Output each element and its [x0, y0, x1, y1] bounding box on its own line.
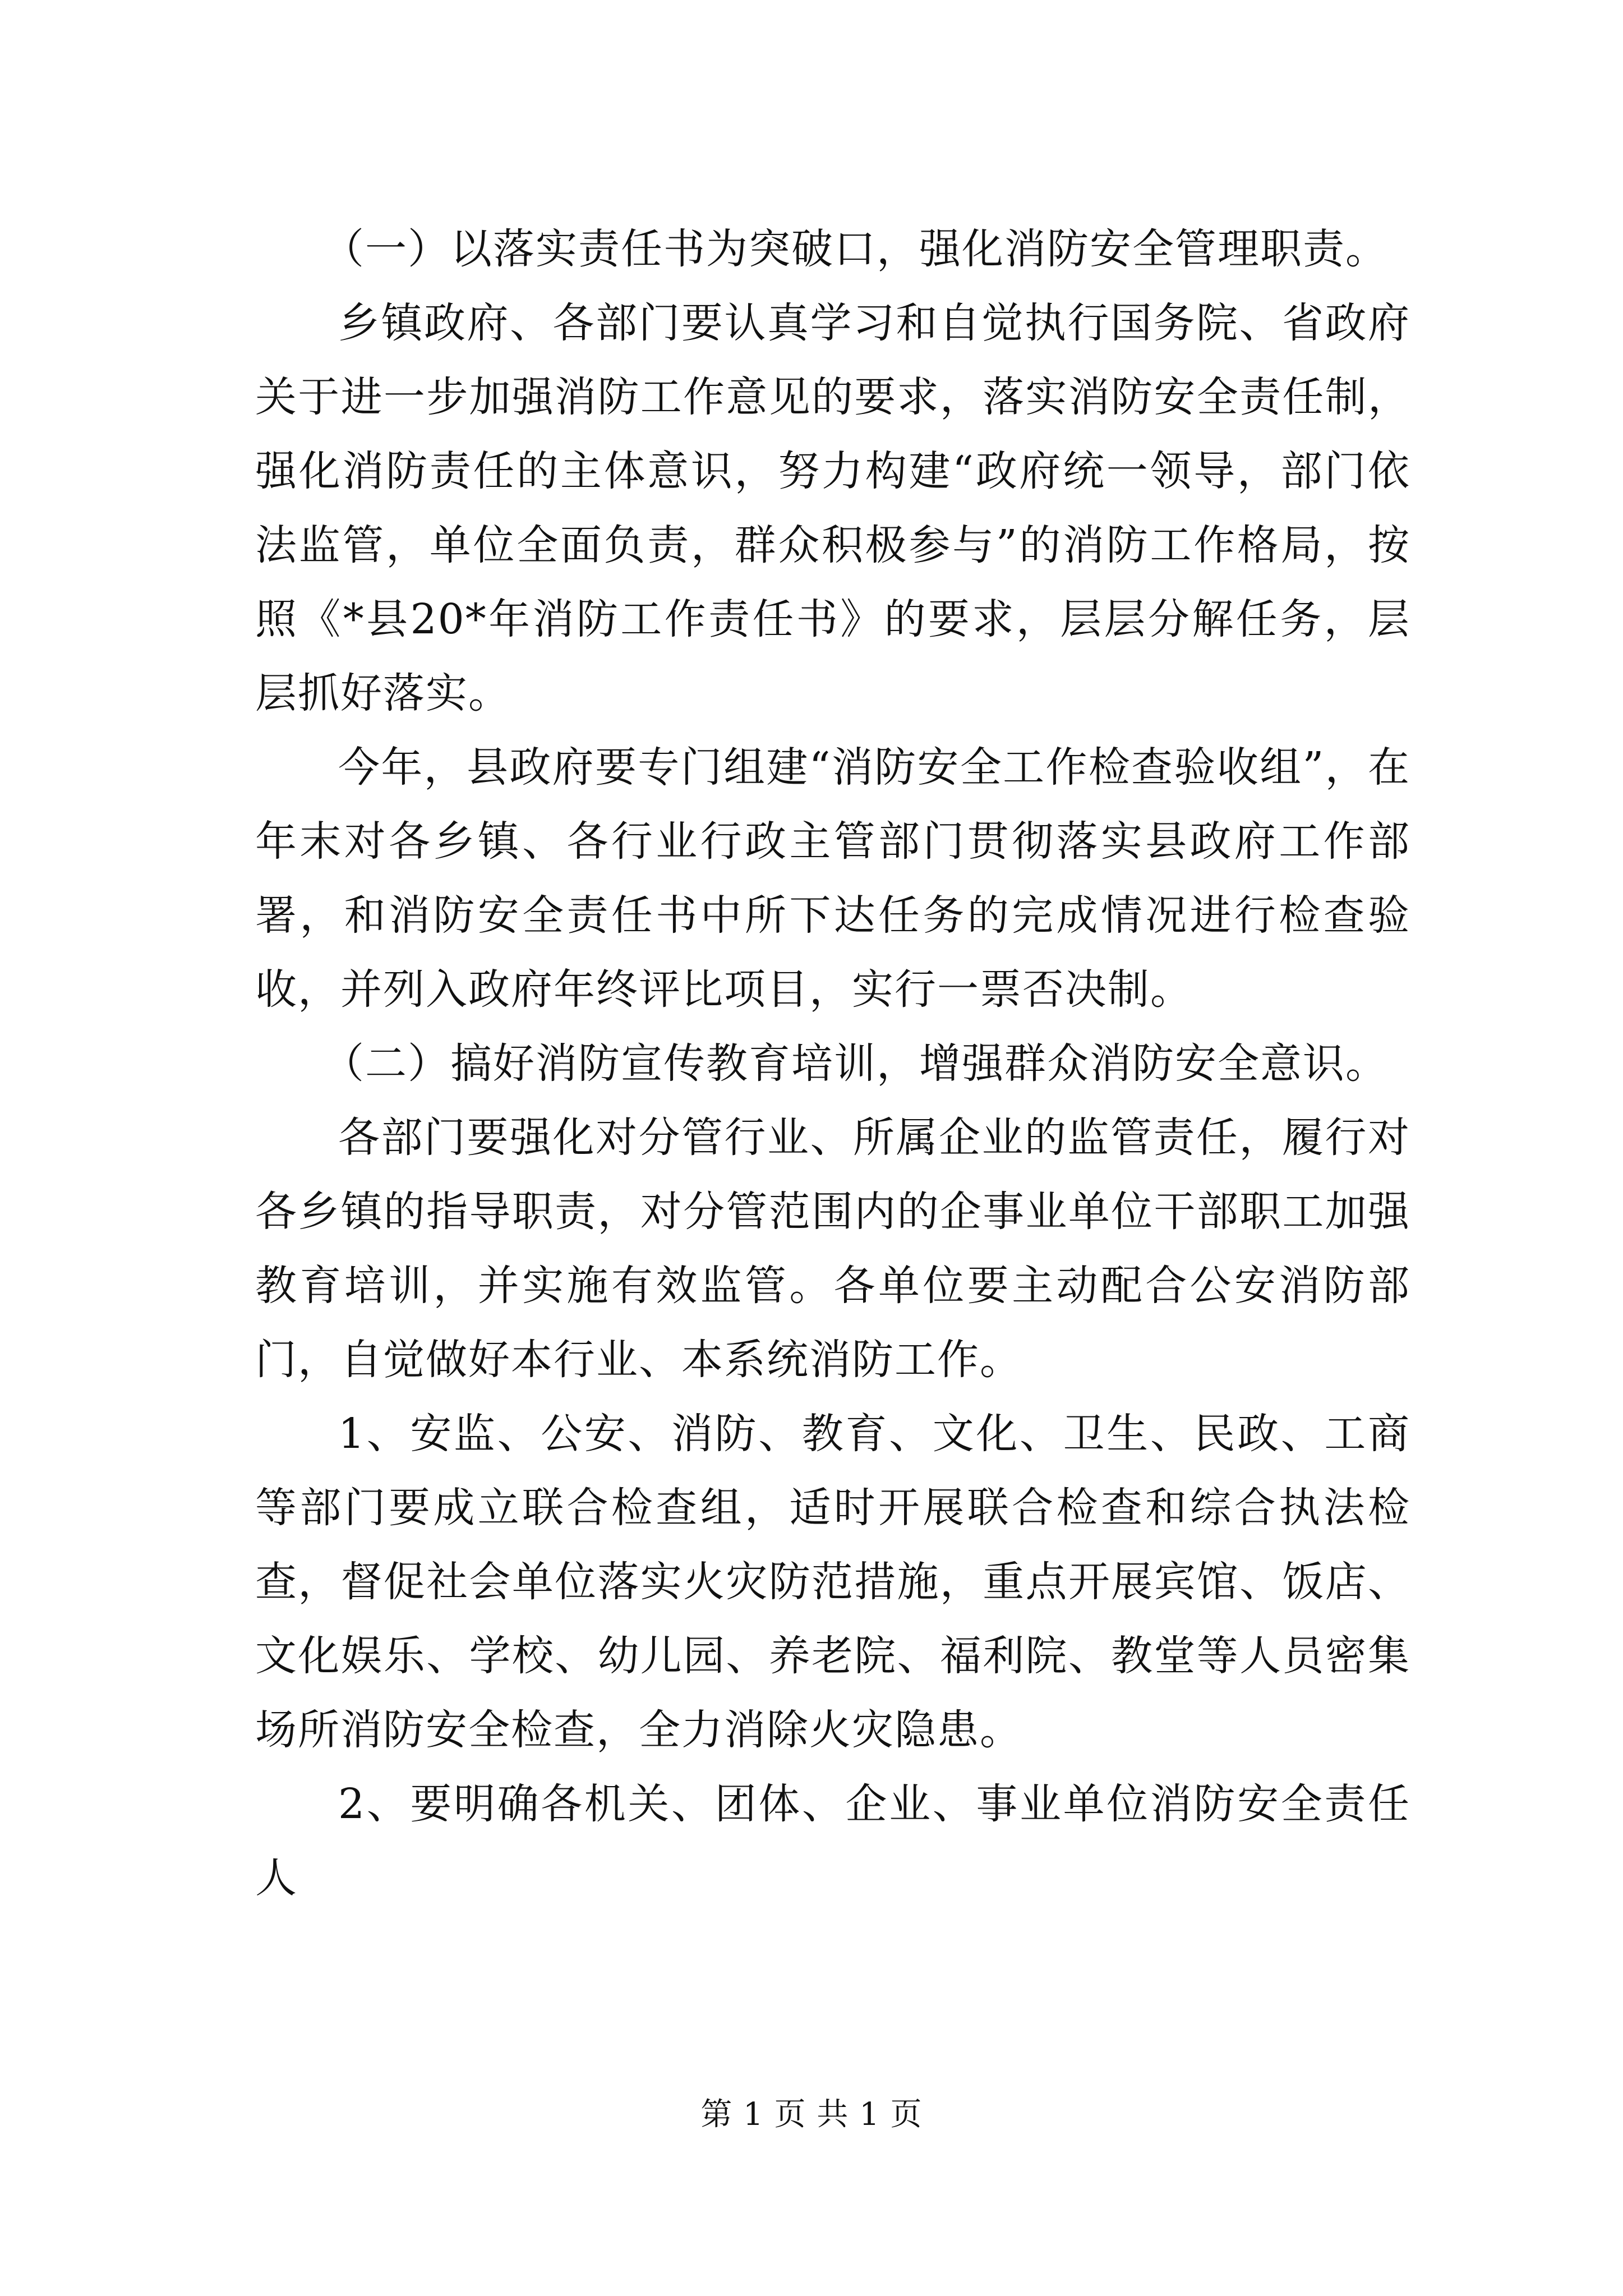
page-footer: 第 1 页 共 1 页 [700, 2096, 923, 2133]
paragraph-department-supervision: 各部门要强化对分管行业、所属企业的监管责任，履行对各乡镇的指导职责，对分管范围内的企事业单位干部职工加强教育培训，并实施有效监管。各单位要主动配合公安消防部门，自觉做好本行业、本系统消防工作。 [255, 1114, 1410, 1384]
paragraph-item-1: 1、安监、公安、消防、教育、文化、卫生、民政、工商等部门要成立联合检查组，适时开展联合检查和综合执法检查，督促社会单位落实火灾防范措施，重点开展宾馆、饭店、文化娱乐、学校、幼儿园、养老院、福利院、教堂等人员密集场所消防安全检查，全力消除火灾隐患。 [255, 1410, 1410, 1754]
document-body [255, 212, 1410, 1915]
section-heading-1: （一）以落实责任书为突破口，强化消防安全管理职责。 [322, 225, 1388, 273]
paragraph-responsibility-system: 乡镇政府、各部门要认真学习和自觉执行国务院、省政府关于进一步加强消防工作意见的要求，落实消防安全责任制，强化消防责任的主体意识，努力构建“政府统一领导，部门依法监管，单位全面负责，群众积极参与”的消防工作格局，按照《*县20*年消防工作责任书》的要求，层层分解任务，层层抓好落实。 [255, 299, 1410, 717]
paragraph-item-2: 2、要明确各机关、团体、企业、事业单位消防安全责任人 [255, 1780, 1410, 1902]
paragraph-inspection-group: 今年，县政府要专门组建“消防安全工作检查验收组”，在年末对各乡镇、各行业行政主管部门贯彻落实县政府工作部署，和消防安全责任书中所下达任务的完成情况进行检查验收，并列入政府年终评比项目，实行一票否决制。 [255, 743, 1410, 1014]
section-heading-2: （二）搞好消防宣传教育培训，增强群众消防安全意识。 [322, 1039, 1388, 1088]
